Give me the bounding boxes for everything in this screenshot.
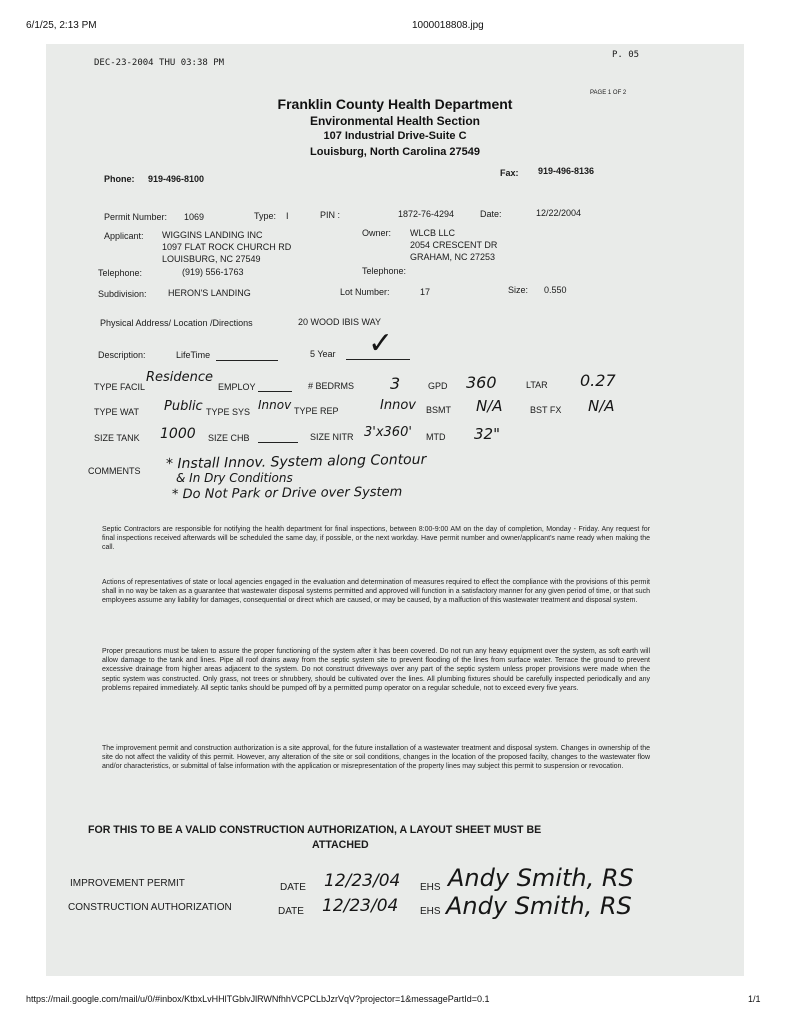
type-wat-label: TYPE WAT xyxy=(94,407,139,417)
physical-address-label: Physical Address/ Location /Directions xyxy=(100,318,253,328)
ltar-value: 0.27 xyxy=(580,371,616,390)
fax-label: Fax: xyxy=(500,168,519,178)
type-facil-label: TYPE FACIL xyxy=(94,382,146,392)
comments-label: COMMENTS xyxy=(88,466,141,476)
applicant-label: Applicant: xyxy=(104,231,144,241)
lot-number-label: Lot Number: xyxy=(340,287,390,297)
size-chb-blank xyxy=(258,442,298,443)
size-nitr-value: 3'x360' xyxy=(364,425,412,440)
paragraph-precautions: Proper precautions must be taken to assure the proper functioning of the system after it has been covered. Do not run any heavy equipment over the system, as soft earth will allow damage to the tank and lines. Pipe all roof drains away from the septic system site to prevent flooding of the lines from surface water. Terrace the ground to prevent excessive drainage from higher areas adjacent to the system. Do not construct driveways over any part of the septic system unless proper provisions were made when the septic system was constructed. Only grass, not trees or shrubbery, should be cultivated over the lines. All plumbing fixtures should be carefully inspected periodically and any problems repaired immediately. All septic tanks should be pumped off by a permitted pump operator on a regular schedule, not to exceed every five years. xyxy=(102,648,650,692)
section-name: Environmental Health Section xyxy=(309,114,481,128)
lot-number: 17 xyxy=(420,287,431,297)
permit-number: 1069 xyxy=(184,212,205,222)
size-tank-value: 1000 xyxy=(160,426,196,442)
bedrms-label: # BEDRMS xyxy=(308,381,355,391)
size-label: Size: xyxy=(508,285,529,295)
bst-fx-value: N/A xyxy=(588,397,615,415)
print-page-count: 1/1 xyxy=(748,994,761,1004)
construction-signature: Andy Smith, RS xyxy=(446,892,632,920)
lifetime-label: LifeTime xyxy=(176,350,211,360)
pin-label: PIN : xyxy=(320,210,341,220)
permit-date: 12/22/2004 xyxy=(536,208,582,218)
comment-line-2: & In Dry Conditions xyxy=(176,471,293,485)
subdivision-value: HERON'S LANDING xyxy=(168,288,251,298)
employ-blank xyxy=(258,391,292,392)
bsmt-label: BSMT xyxy=(426,405,452,415)
print-url: https://mail.google.com/mail/u/0/#inbox/KtbxLvHHlTGblvJlRWNfhhVCPCLbJzrVqV?projector=1&messagePartId=0.1 xyxy=(26,994,490,1004)
paragraph-final-inspections: Septic Contractors are responsible for notifying the health department for final inspections, between 8:00-9:00 AM on the day of completion, Monday - Friday. Any request for final inspections received afterwards will be scheduled the same day, if possible, or the next workday. Have permit number and owner/applicant's name ready when making the call. xyxy=(102,526,650,552)
size-value: 0.550 xyxy=(544,285,567,295)
city-address: Louisburg, North Carolina 27549 xyxy=(310,146,480,158)
type-sys-value: Innov xyxy=(258,398,292,412)
description-label: Description: xyxy=(98,350,146,360)
construction-date: 12/23/04 xyxy=(322,896,399,916)
comment-line-3: * Do Not Park or Drive over System xyxy=(171,484,403,503)
notice-line-1: FOR THIS TO BE A VALID CONSTRUCTION AUTHORIZATION, A LAYOUT SHEET MUST BE xyxy=(88,824,542,836)
scanned-permit-document xyxy=(46,44,744,976)
fax-page-number: P. 05 xyxy=(612,50,640,60)
page-of-indicator: PAGE 1 OF 2 xyxy=(590,90,627,96)
permit-number-label: Permit Number: xyxy=(104,212,168,222)
bedrms-value: 3 xyxy=(390,374,401,393)
type-sys-label: TYPE SYS xyxy=(206,407,251,417)
improvement-signature: Andy Smith, RS xyxy=(448,864,634,892)
owner-line-2: 2054 CRESCENT DR xyxy=(410,240,498,250)
applicant-telephone-label: Telephone: xyxy=(98,268,143,278)
type-facil-value: Residence xyxy=(146,370,214,385)
size-tank-label: SIZE TANK xyxy=(94,433,140,443)
gpd-value: 360 xyxy=(466,373,497,392)
construction-date-label: DATE xyxy=(278,906,304,917)
ltar-label: LTAR xyxy=(526,380,548,390)
paragraph-liability: Actions of representatives of state or local agencies engaged in the evaluation and determination of measures required to effect the compliance with the provisions of this permit shall in no way be taken as a guarantee that wastewater disposal systems permitted and approved will function in a satisfactory manner for any given period of time, or that such employees assume any liability for damages, consequential or direct which are caused, or may be caused, by a malfuction of this wastewater treatment and disposal system. xyxy=(102,579,650,605)
street-address: 107 Industrial Drive-Suite C xyxy=(323,130,467,142)
mtd-value: 32" xyxy=(474,425,500,443)
type-label: Type: xyxy=(254,211,277,221)
owner-telephone-label: Telephone: xyxy=(362,266,407,276)
five-year-label: 5 Year xyxy=(310,349,336,359)
print-filename: 1000018808.jpg xyxy=(412,20,484,31)
owner-label: Owner: xyxy=(362,228,392,238)
comment-line-1: * Install Innov. System along Contour xyxy=(165,451,427,473)
construction-authorization-label: CONSTRUCTION AUTHORIZATION xyxy=(68,902,232,913)
bst-fx-label: BST FX xyxy=(530,405,562,415)
construction-ehs: EHS xyxy=(420,906,441,917)
owner-line-1: WLCB LLC xyxy=(410,228,456,238)
paragraph-permit-validity: The improvement permit and construction authorization is a site approval, for the future installation of a wastewater treatment and disposal system. Changes in ownership of the site do not affect the validity of this permit. However, any alteration of the site or soil conditions, changes in the location of the proposed facilty, changes to the wastewater flow and/or characteristics, or submittal of false information with the application or misrepresentation of the property lines may subject this permit to suspension or revocation. xyxy=(102,745,650,771)
fax-value: 919-496-8136 xyxy=(538,166,595,176)
phone-value: 919-496-8100 xyxy=(148,174,205,184)
fax-stamp: DEC-23-2004 THU 03:38 PM xyxy=(94,58,225,68)
applicant-line-3: LOUISBURG, NC 27549 xyxy=(162,254,261,264)
type-wat-value: Public xyxy=(164,399,203,414)
applicant-line-1: WIGGINS LANDING INC xyxy=(162,230,263,240)
improvement-date-label: DATE xyxy=(280,882,306,893)
department-name: Franklin County Health Department xyxy=(277,96,513,112)
size-chb-label: SIZE CHB xyxy=(208,433,250,443)
improvement-ehs: EHS xyxy=(420,882,441,893)
size-nitr-label: SIZE NITR xyxy=(310,432,354,442)
five-year-checkmark: ✓ xyxy=(368,326,394,361)
notice-line-2: ATTACHED xyxy=(312,839,369,851)
phone-label: Phone: xyxy=(104,174,135,184)
applicant-line-2: 1097 FLAT ROCK CHURCH RD xyxy=(162,242,292,252)
print-datetime: 6/1/25, 2:13 PM xyxy=(26,20,97,31)
improvement-permit-label: IMPROVEMENT PERMIT xyxy=(70,878,185,889)
type-value: I xyxy=(286,211,289,221)
owner-line-3: GRAHAM, NC 27253 xyxy=(410,252,496,262)
applicant-telephone: (919) 556-1763 xyxy=(182,267,244,277)
gpd-label: GPD xyxy=(428,381,448,391)
subdivision-label: Subdivision: xyxy=(98,289,147,299)
improvement-date: 12/23/04 xyxy=(324,871,401,891)
lifetime-blank xyxy=(216,360,278,361)
pin-value: 1872-76-4294 xyxy=(398,209,455,219)
type-rep-label: TYPE REP xyxy=(294,406,339,416)
mtd-label: MTD xyxy=(426,432,446,442)
type-rep-value: Innov xyxy=(380,398,416,413)
bsmt-value: N/A xyxy=(476,397,503,415)
employ-label: EMPLOY xyxy=(218,382,256,392)
physical-address: 20 WOOD IBIS WAY xyxy=(298,317,382,327)
date-label: Date: xyxy=(480,209,502,219)
